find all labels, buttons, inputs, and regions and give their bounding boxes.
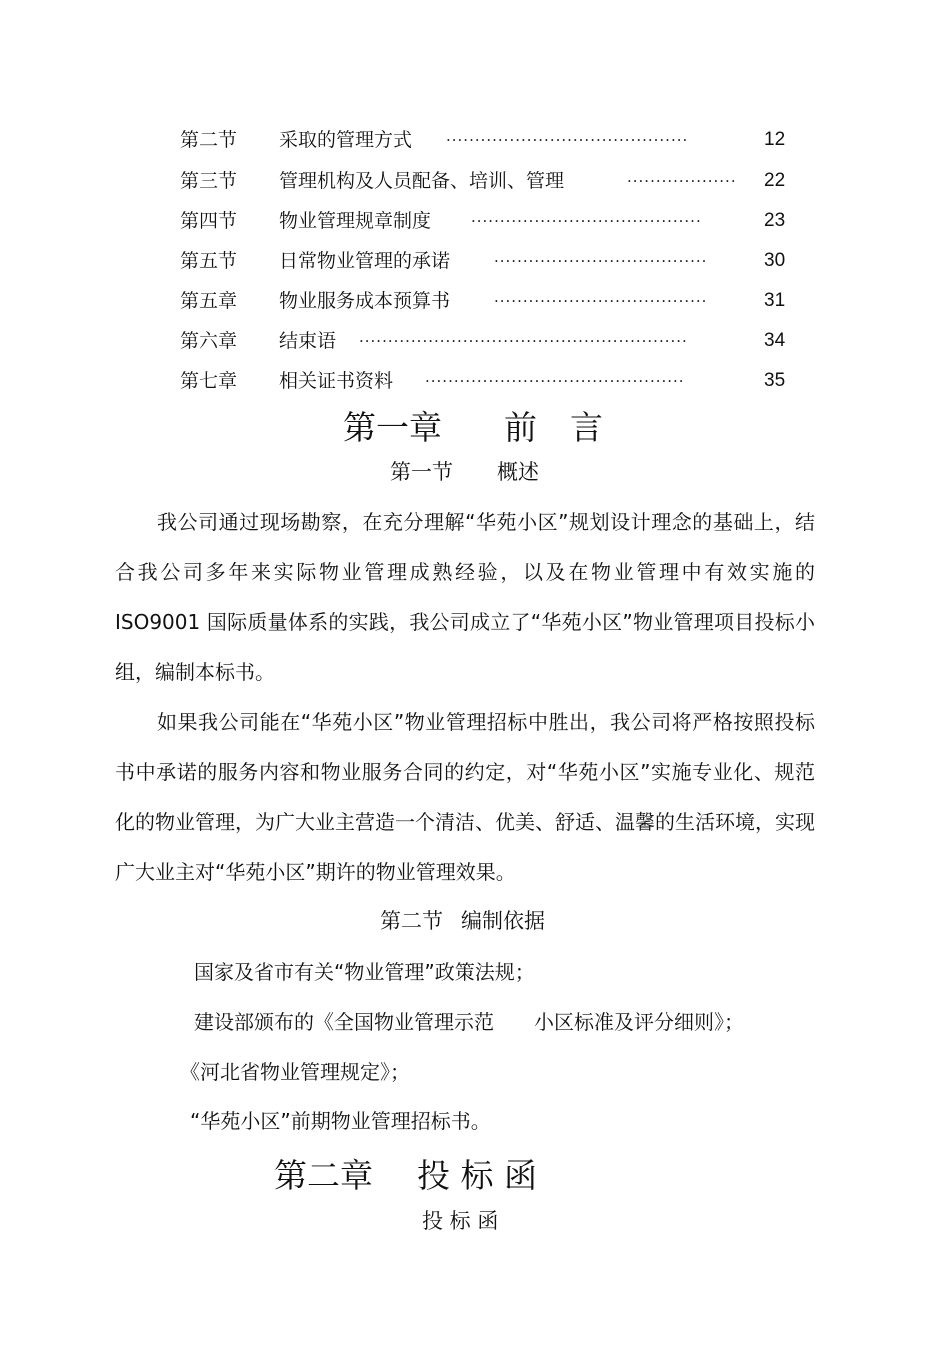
toc-section-label: 第六章 (180, 330, 238, 352)
toc-entry-title: 采取的管理方式 (279, 129, 413, 151)
toc-section-label: 第七章 (180, 370, 238, 392)
toc-row (0, 206, 950, 236)
section-1-heading (390, 456, 539, 486)
toc-row (0, 125, 950, 155)
chapter-number: 第一章 (343, 408, 442, 447)
toc-page-number: 23 (764, 210, 786, 231)
toc-section-label: 第三节 (180, 170, 238, 192)
toc-page-number: 30 (764, 250, 786, 271)
chapter-1-heading (343, 402, 603, 449)
toc-section-label: 第五节 (180, 250, 238, 272)
chapter-title: 前 言 (504, 408, 603, 447)
letter-title: 投 标 函 (422, 1209, 499, 1233)
basis-item: 国家及省市有关“物业管理”政策法规； (194, 960, 535, 984)
toc-page-number: 34 (764, 330, 786, 351)
toc-row (0, 366, 950, 396)
toc-page-number: 31 (764, 290, 786, 311)
toc-row (0, 286, 950, 316)
paragraph: 如果我公司能在“华苑小区”物业管理招标中胜出，我公司将严格按照投标书中承诺的服务内容和物业服务合同的约定，对“华苑小区”实施专业化、规范化的物业管理，为广大业主营造一个清洁、优美、舒适、温馨的生活环境，实现广大业主对“华苑小区”期许的物业管理效果。 (115, 710, 815, 884)
toc-leader-dots: ········································ (471, 212, 702, 230)
toc-entry-title: 日常物业管理的承诺 (279, 250, 451, 272)
chapter-number: 第二章 (274, 1156, 373, 1195)
section-title: 编制依据 (461, 909, 545, 933)
toc-row (0, 246, 950, 276)
toc-entry-title: 相关证书资料 (279, 370, 394, 392)
toc-entry-title: 物业服务成本预算书 (279, 290, 451, 312)
section-number: 第二节 (380, 909, 443, 933)
toc-leader-dots: ··················· (627, 172, 737, 190)
toc-row (0, 166, 950, 196)
toc-row (0, 326, 950, 356)
basis-item: 建设部颁布的《全国物业管理示范 小区标准及评分细则》； (194, 1010, 744, 1034)
basis-item: 《河北省物业管理规定》； (180, 1060, 410, 1084)
toc-page-number: 12 (764, 129, 786, 150)
toc-section-label: 第二节 (180, 129, 238, 151)
toc-page-number: 35 (764, 370, 786, 391)
chapter-title: 投 标 函 (417, 1156, 537, 1195)
toc-leader-dots: ·········································· (446, 131, 689, 149)
toc-leader-dots: ························································· (359, 332, 688, 350)
toc-section-label: 第四节 (180, 210, 238, 232)
toc-leader-dots: ····································· (494, 252, 708, 270)
toc-entry-title: 结束语 (279, 330, 337, 352)
toc-entry-title: 物业管理规章制度 (279, 210, 432, 232)
section-number: 第一节 (390, 460, 453, 484)
section-2-heading (380, 905, 545, 935)
toc-section-label: 第五章 (180, 290, 238, 312)
toc-leader-dots: ····································· (494, 292, 708, 310)
section-title: 概述 (497, 460, 539, 484)
paragraph: 我公司通过现场勘察，在充分理解“华苑小区”规划设计理念的基础上，结合我公司多年来实际物业管理成熟经验，以及在物业管理中有效实施的 ISO9001 国际质量体系的实践，我公司成立了“华苑小区”物业管理项目投标小组，编制本标书。 (115, 510, 815, 684)
toc-leader-dots: ············································· (425, 372, 685, 390)
basis-item: “华苑小区”前期物业管理招标书。 (190, 1109, 491, 1133)
toc-page-number: 22 (764, 170, 786, 191)
toc-entry-title: 管理机构及人员配备、培训、管理 (279, 170, 565, 192)
chapter-2-heading (274, 1150, 537, 1197)
